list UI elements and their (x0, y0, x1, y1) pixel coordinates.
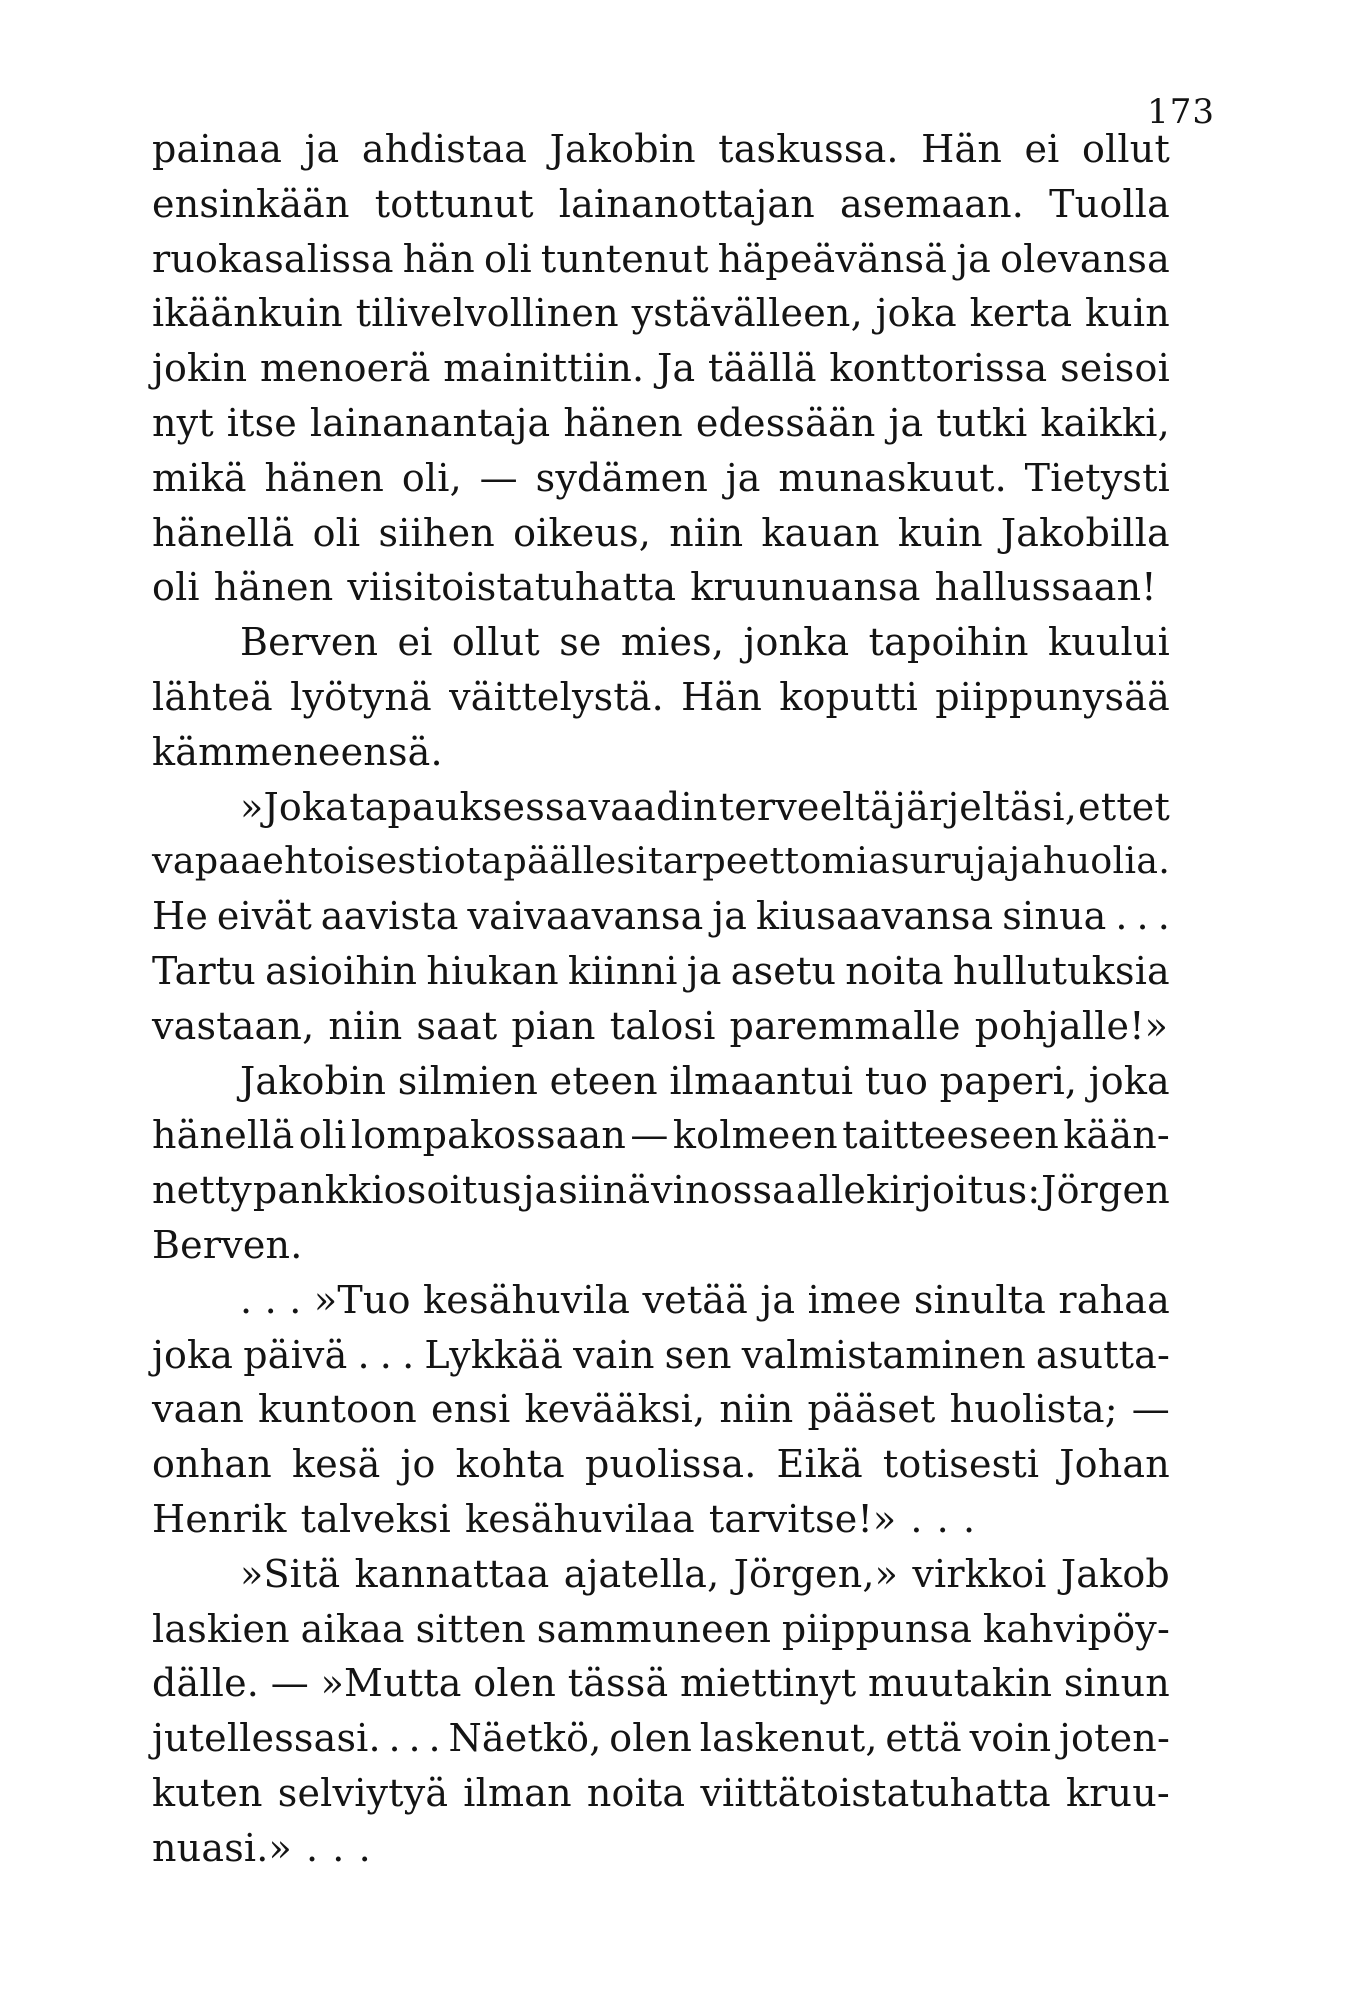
text-line: kuten selviytyä ilman noita viittätoistatuhatta kruu- (152, 1770, 1170, 1815)
text-line: jutellessasi. . . . Näetkö, olen laskenut, että voin joten- (152, 1716, 1170, 1761)
text-line: dälle. — »Mutta olen tässä miettinyt muutakin sinun (152, 1661, 1170, 1706)
text-line: . . . »Tuo kesähuvila vetää ja imee sinulta rahaa (240, 1277, 1170, 1322)
text-line: Jakobin silmien eteen ilmaantui tuo paperi, joka (240, 1058, 1170, 1103)
text-line: »Sitä kannattaa ajatella, Jörgen,» virkkoi Jakob (240, 1551, 1170, 1596)
text-line: nuasi.» . . . (152, 1825, 371, 1870)
text-line: vastaan, niin saat pian talosi paremmalle pohjalle!» (152, 1003, 1169, 1048)
text-line: oli hänen viisitoistatuhatta kruunuansa hallussaan! (152, 565, 1157, 610)
body-text (152, 122, 1170, 1876)
text-line: joka päivä . . . Lykkää vain sen valmistaminen asutta- (152, 1332, 1170, 1377)
text-line: nyt itse lainanantaja hänen edessään ja tutki kaikki, (152, 400, 1170, 445)
text-line: lähteä lyötynä väittelystä. Hän koputti piippunysää (152, 674, 1170, 719)
text-line: Berven ei ollut se mies, jonka tapoihin kuului (240, 620, 1170, 665)
text-line: onhan kesä jo kohta puolissa. Eikä totisesti Johan (152, 1442, 1170, 1487)
text-line: Berven. (152, 1222, 303, 1267)
text-line: jokin menoerä mainittiin. Ja täällä konttorissa seisoi (152, 346, 1170, 391)
text-line: hänellä oli siihen oikeus, niin kauan kuin Jakobilla (152, 510, 1170, 555)
text-line: ensinkään tottunut lainanottajan asemaan. Tuolla (152, 181, 1170, 226)
text-line: vaan kuntoon ensi kevääksi, niin pääset huolista; — (152, 1387, 1170, 1432)
text-line: »Joka tapauksessa vaadin terveeltä järjeltäsi, ettet (240, 784, 1170, 829)
text-line: Tartu asioihin hiukan kiinni ja asetu noita hullutuksia (152, 948, 1170, 993)
text-line: He eivät aavista vaivaavansa ja kiusaavansa sinua . . . (152, 894, 1170, 939)
text-line: ikäänkuin tilivelvollinen ystävälleen, joka kerta kuin (152, 291, 1170, 336)
text-line: laskien aikaa sitten sammuneen piippunsa kahvipöy- (152, 1606, 1170, 1651)
text-line: hänellä oli lompakossaan — kolmeen taitteeseen kään- (152, 1113, 1170, 1158)
text-line: kämmeneensä. (152, 729, 443, 774)
text-line: vapaaehtoisesti ota päällesi tarpeettomia suruja ja huolia. (152, 839, 1170, 883)
text-line: mikä hänen oli, — sydämen ja munaskuut. Tietysti (152, 455, 1170, 500)
text-line: Henrik talveksi kesähuvilaa tarvitse!» . . . (152, 1496, 976, 1541)
page-number: 173 (1147, 92, 1215, 132)
text-line: netty pankkiosoitus ja siinä vinossa allekirjoitus: Jörgen (152, 1168, 1170, 1213)
text-line: painaa ja ahdistaa Jakobin taskussa. Hän ei ollut (152, 127, 1170, 171)
text-line: ruokasalissa hän oli tuntenut häpeävänsä ja olevansa (152, 236, 1170, 281)
